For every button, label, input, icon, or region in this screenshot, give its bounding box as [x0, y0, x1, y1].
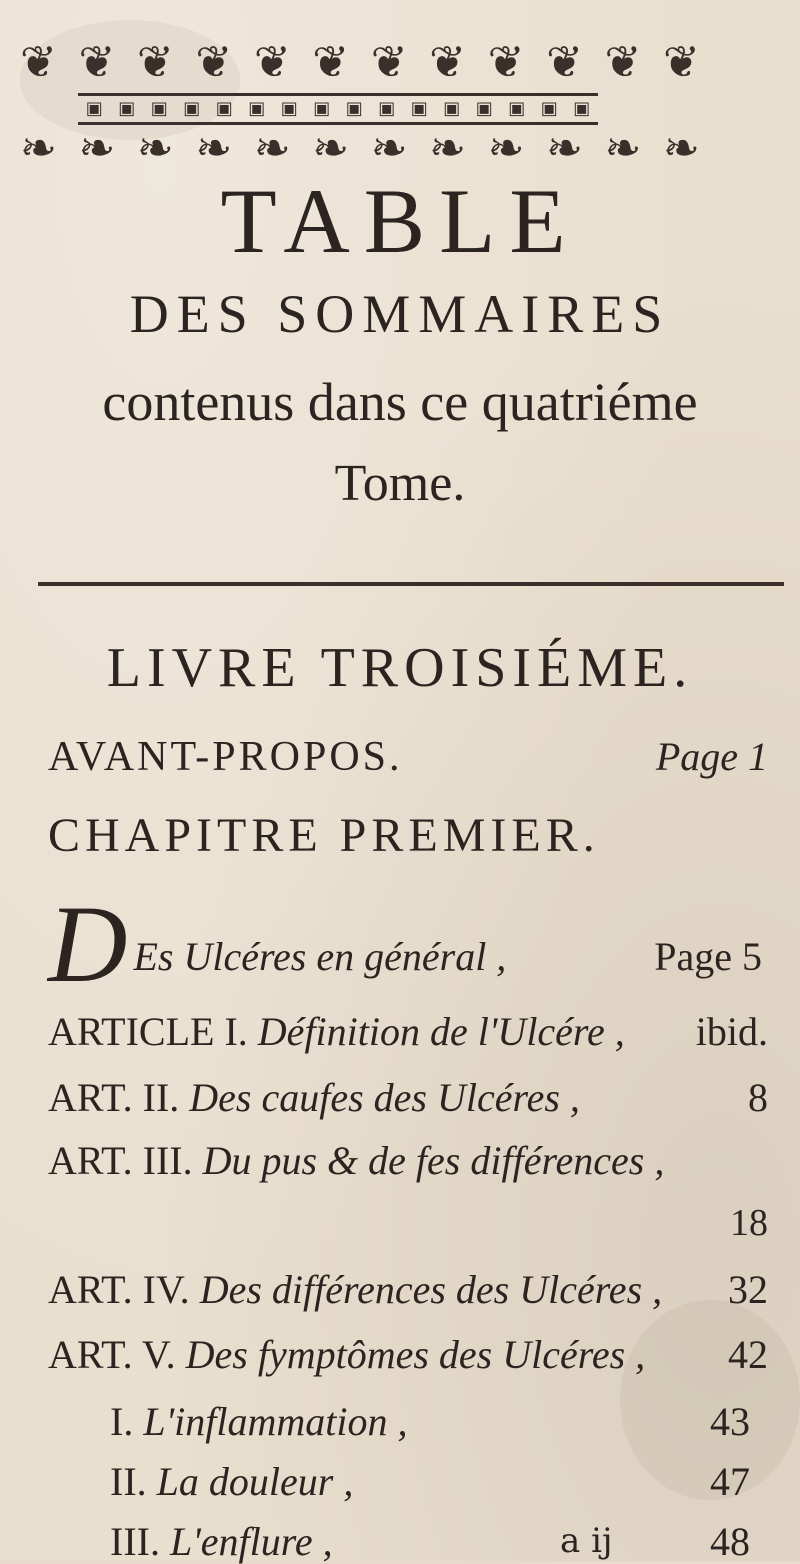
square-ornament-icon: ▣: [378, 98, 396, 119]
clover-ornament-icon: ❧: [195, 123, 233, 174]
entry-text: Des caufes des Ulcéres ,: [189, 1075, 580, 1120]
toc-subentry-1: [110, 1399, 750, 1444]
entry-page: 8: [748, 1075, 768, 1120]
clover-ornament-icon: ❧: [546, 123, 583, 174]
clover-ornament-icon: ❧: [312, 123, 350, 174]
entry-text: L'enflure ,: [169, 1519, 333, 1564]
entry-text: L'inflammation ,: [143, 1399, 408, 1444]
toc-entry-art3: [48, 1138, 768, 1183]
book-heading: LIVRE TROISIÉME.: [106, 637, 694, 699]
ornament-band-bottom: [20, 124, 700, 174]
square-ornament-icon: ▣: [85, 98, 103, 119]
fleuron-icon: ❦: [78, 37, 116, 88]
clover-ornament-icon: ❧: [370, 123, 408, 174]
entry-text: Des différences des Ulcéres ,: [199, 1267, 663, 1312]
clover-ornament-icon: ❧: [20, 123, 57, 174]
entry-page: 43: [710, 1399, 750, 1444]
clover-ornament-icon: ❧: [662, 123, 700, 174]
printer-signature: a ij: [560, 1521, 613, 1561]
square-ornament-icon: ▣: [313, 98, 331, 119]
page-title: TABLE: [220, 170, 580, 272]
clover-ornament-icon: ❧: [253, 123, 291, 174]
entry-page: 32: [728, 1267, 768, 1312]
subtitle-line-2: contenus dans ce quatriéme: [102, 372, 698, 432]
entry-label: I.: [110, 1399, 134, 1444]
toc-entry-art5: [48, 1332, 768, 1377]
clover-ornament-icon: ❧: [78, 123, 116, 174]
square-ornament-icon: ▣: [248, 98, 266, 119]
fleuron-icon: ❦: [312, 37, 350, 88]
entry-text: La douleur ,: [156, 1459, 354, 1504]
fleuron-icon: ❦: [20, 37, 57, 88]
chapter-heading: CHAPITRE PREMIER.: [48, 809, 600, 862]
avant-propos-page: Page 1: [655, 734, 768, 779]
square-ornament-icon: ▣: [410, 98, 428, 119]
subtitle-line-3: Tome.: [334, 455, 466, 512]
toc-subentry-3: [110, 1519, 750, 1564]
square-ornament-icon: ▣: [280, 98, 298, 119]
intro-entry: [48, 883, 768, 1005]
entry-text: Du pus & de fes différences ,: [202, 1138, 665, 1183]
fleuron-icon: ❦: [546, 37, 583, 88]
entry-label: ART. III.: [48, 1138, 193, 1183]
fleuron-icon: ❦: [370, 37, 408, 88]
intro-text: Es Ulcéres en général ,: [133, 934, 507, 979]
entry-label: III.: [110, 1519, 160, 1564]
fleuron-icon: ❦: [487, 37, 525, 88]
entry-text: Des fymptômes des Ulcéres ,: [185, 1332, 646, 1377]
entry-page: 47: [710, 1459, 750, 1504]
toc-entry-art1: [48, 1009, 768, 1054]
square-ornament-icon: ▣: [215, 98, 233, 119]
entry-page: 18: [730, 1202, 768, 1244]
fleuron-icon: ❦: [662, 37, 700, 88]
square-ornament-icon: ▣: [345, 98, 363, 119]
entry-page: 42: [728, 1332, 768, 1377]
clover-ornament-icon: ❧: [487, 123, 525, 174]
entry-label: ART. V.: [48, 1332, 176, 1377]
intro-page: Page 5: [654, 934, 762, 979]
entry-page: ibid.: [695, 1009, 768, 1054]
square-ornament-icon: ▣: [118, 98, 136, 119]
horizontal-rule: [38, 582, 784, 586]
avant-propos-entry: [48, 736, 768, 778]
entry-page: 48: [710, 1519, 750, 1564]
toc-subentry-2: [110, 1459, 750, 1504]
square-ornament-icon: ▣: [443, 98, 461, 119]
entry-label: ART. IV.: [48, 1267, 190, 1312]
square-ornament-icon: ▣: [150, 98, 168, 119]
fleuron-icon: ❦: [604, 37, 642, 88]
fleuron-icon: ❦: [136, 37, 174, 88]
square-ornament-icon: ▣: [573, 98, 591, 119]
square-ornament-icon: ▣: [508, 98, 526, 119]
square-ornament-icon: ▣: [475, 98, 493, 119]
square-ornament-icon: ▣: [183, 98, 201, 119]
entry-label: II.: [110, 1459, 147, 1504]
ornament-band-top: [20, 37, 700, 88]
clover-ornament-icon: ❧: [604, 123, 642, 174]
entry-label: ARTICLE I.: [48, 1009, 248, 1054]
toc-entry-art2: [48, 1075, 768, 1120]
entry-label: ART. II.: [48, 1075, 180, 1120]
drop-cap: D: [48, 883, 128, 1005]
fleuron-icon: ❦: [195, 37, 233, 88]
entry-text: Définition de l'Ulcére ,: [257, 1009, 625, 1054]
fleuron-icon: ❦: [429, 37, 467, 88]
toc-entry-art3-page: [600, 1204, 768, 1242]
fleuron-icon: ❦: [253, 37, 291, 88]
clover-ornament-icon: ❧: [429, 123, 467, 174]
toc-entry-art4: [48, 1267, 768, 1312]
ornament-band-middle: [78, 93, 598, 125]
clover-ornament-icon: ❧: [136, 123, 174, 174]
page-subtitle: DES SOMMAIRES: [129, 284, 671, 344]
square-ornament-icon: ▣: [540, 98, 558, 119]
avant-propos-label: AVANT-PROPOS.: [48, 734, 403, 780]
